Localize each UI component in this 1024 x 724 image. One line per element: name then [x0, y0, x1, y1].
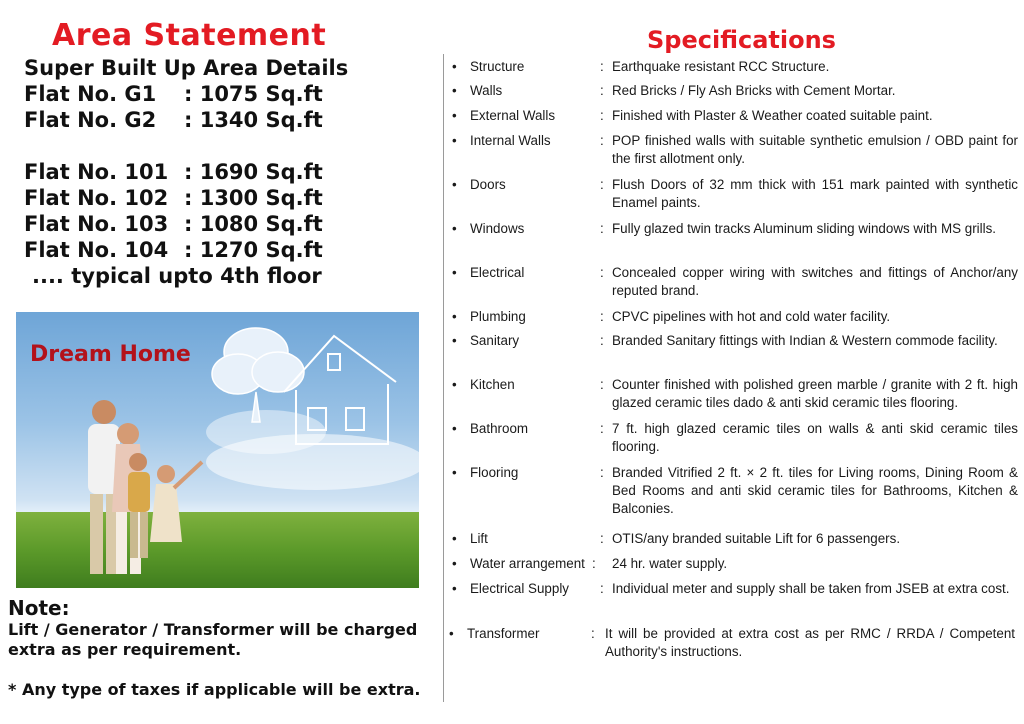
flat-area: : 1300 Sq.ft: [184, 186, 323, 210]
spec-item: [452, 82, 1018, 100]
flat-number: Flat No. 101: [24, 160, 169, 184]
typical-floor-note: .... typical upto 4th floor: [32, 264, 322, 288]
bullet-icon: •: [452, 221, 457, 236]
spec-colon: :: [592, 556, 596, 571]
bullet-icon: •: [452, 177, 457, 192]
spec-value: 7 ft. high glazed ceramic tiles on walls & anti skid ceramic tiles flooring.: [612, 421, 1018, 454]
spec-value: Counter finished with polished green marble / granite with 2 ft. high glazed ceramic tiles dado & anti skid ceramic tiles flooring.: [612, 377, 1018, 410]
spec-value: It will be provided at extra cost as per RMC / RRDA / Competent Authority's instructions.: [605, 626, 1015, 659]
flat-number: Flat No. 104: [24, 238, 169, 262]
bullet-icon: •: [452, 421, 457, 436]
spec-item: [452, 530, 1018, 548]
spec-value: Branded Sanitary fittings with Indian & Western commode facility.: [612, 333, 998, 348]
spec-item: [452, 376, 1018, 412]
bullet-icon: •: [452, 133, 457, 148]
dream-home-image: [16, 312, 419, 588]
spec-label: Kitchen: [470, 377, 515, 392]
bullet-icon: •: [452, 465, 457, 480]
dream-home-label: Dream Home: [30, 342, 191, 367]
bullet-icon: •: [452, 377, 457, 392]
flat-row: [24, 82, 323, 106]
spec-label: Water arrangement: [470, 556, 585, 571]
tax-note: * Any type of taxes if applicable will be extra.: [8, 680, 421, 699]
spec-label: Electrical Supply: [470, 581, 569, 596]
spec-colon: :: [600, 581, 604, 596]
spec-label: Transformer: [467, 626, 540, 641]
spec-colon: :: [600, 133, 604, 148]
spec-label: Walls: [470, 83, 503, 98]
spec-colon: :: [600, 531, 604, 546]
flat-number: Flat No. G2: [24, 108, 157, 132]
spec-colon: :: [591, 626, 595, 641]
spec-colon: :: [600, 265, 604, 280]
spec-item: [452, 107, 1018, 125]
spec-item: [452, 132, 1018, 168]
spec-colon: :: [600, 465, 604, 480]
spec-colon: :: [600, 108, 604, 123]
flat-area: : 1690 Sq.ft: [184, 160, 323, 184]
spec-item: [452, 58, 1018, 76]
spec-label: Structure: [470, 59, 525, 74]
spec-colon: :: [600, 377, 604, 392]
spec-item: [449, 625, 1015, 661]
spec-item: [452, 332, 1018, 350]
spec-colon: :: [600, 83, 604, 98]
spec-colon: :: [600, 333, 604, 348]
flat-area: : 1340 Sq.ft: [184, 108, 323, 132]
spec-value: 24 hr. water supply.: [612, 556, 728, 571]
flat-number: Flat No. 103: [24, 212, 169, 236]
flat-row: [24, 186, 323, 210]
spec-colon: :: [600, 59, 604, 74]
specifications-title: Specifications: [647, 26, 836, 54]
spec-value: Individual meter and supply shall be taken from JSEB at extra cost.: [612, 581, 1010, 596]
bullet-icon: •: [452, 531, 457, 546]
area-statement-title: Area Statement: [52, 18, 327, 53]
bullet-icon: •: [452, 333, 457, 348]
spec-value: Branded Vitrified 2 ft. × 2 ft. tiles for Living rooms, Dining Room & Bed Rooms and anti skid ceramic tiles for Bathrooms, Kitchen & Balconies.: [612, 465, 1018, 516]
spec-value: Concealed copper wiring with switches and fittings of Anchor/any reputed brand.: [612, 265, 1018, 298]
spec-value: POP finished walls with suitable synthetic emulsion / OBD paint for the first allotment only.: [612, 133, 1018, 166]
spec-value: CPVC pipelines with hot and cold water facility.: [612, 309, 891, 324]
spec-label: Bathroom: [470, 421, 529, 436]
flat-number: Flat No. G1: [24, 82, 157, 106]
spec-colon: :: [600, 177, 604, 192]
flat-row: [24, 108, 323, 132]
bullet-icon: •: [452, 556, 457, 571]
bullet-icon: •: [452, 108, 457, 123]
spec-value: OTIS/any branded suitable Lift for 6 passengers.: [612, 531, 901, 546]
spec-label: Flooring: [470, 465, 519, 480]
spec-label: Windows: [470, 221, 525, 236]
spec-value: Red Bricks / Fly Ash Bricks with Cement Mortar.: [612, 83, 896, 98]
spec-label: Electrical: [470, 265, 525, 280]
spec-item: [452, 308, 1018, 326]
spec-item: [452, 464, 1018, 518]
spec-item: [452, 176, 1018, 212]
spec-item: [452, 555, 1018, 573]
bullet-icon: •: [449, 626, 454, 641]
column-divider: [443, 54, 444, 702]
bullet-icon: •: [452, 309, 457, 324]
spec-item: [452, 264, 1018, 300]
flat-area: : 1270 Sq.ft: [184, 238, 323, 262]
note-title: Note:: [8, 596, 70, 620]
spec-label: Lift: [470, 531, 488, 546]
bullet-icon: •: [452, 59, 457, 74]
spec-item: [452, 580, 1018, 598]
spec-label: Internal Walls: [470, 133, 551, 148]
spec-item: [452, 420, 1018, 456]
spec-item: [452, 220, 1018, 238]
flat-area: : 1075 Sq.ft: [184, 82, 323, 106]
bullet-icon: •: [452, 83, 457, 98]
flat-row: [24, 212, 323, 236]
bullet-icon: •: [452, 265, 457, 280]
spec-value: Finished with Plaster & Weather coated suitable paint.: [612, 108, 933, 123]
flat-row: [24, 160, 323, 184]
flat-row: [24, 238, 323, 262]
spec-colon: :: [600, 421, 604, 436]
spec-label: Plumbing: [470, 309, 526, 324]
spec-colon: :: [600, 221, 604, 236]
flat-area: : 1080 Sq.ft: [184, 212, 323, 236]
flat-number: Flat No. 102: [24, 186, 169, 210]
spec-label: External Walls: [470, 108, 556, 123]
bullet-icon: •: [452, 581, 457, 596]
spec-value: Fully glazed twin tracks Aluminum sliding windows with MS grills.: [612, 221, 996, 236]
spec-value: Earthquake resistant RCC Structure.: [612, 59, 830, 74]
spec-colon: :: [600, 309, 604, 324]
spec-label: Sanitary: [470, 333, 520, 348]
spec-value: Flush Doors of 32 mm thick with 151 mark painted with synthetic Enamel paints.: [612, 177, 1018, 210]
spec-label: Doors: [470, 177, 506, 192]
area-subtitle: Super Built Up Area Details: [24, 56, 349, 80]
note-text: Lift / Generator / Transformer will be charged extra as per requirement.: [8, 620, 418, 659]
